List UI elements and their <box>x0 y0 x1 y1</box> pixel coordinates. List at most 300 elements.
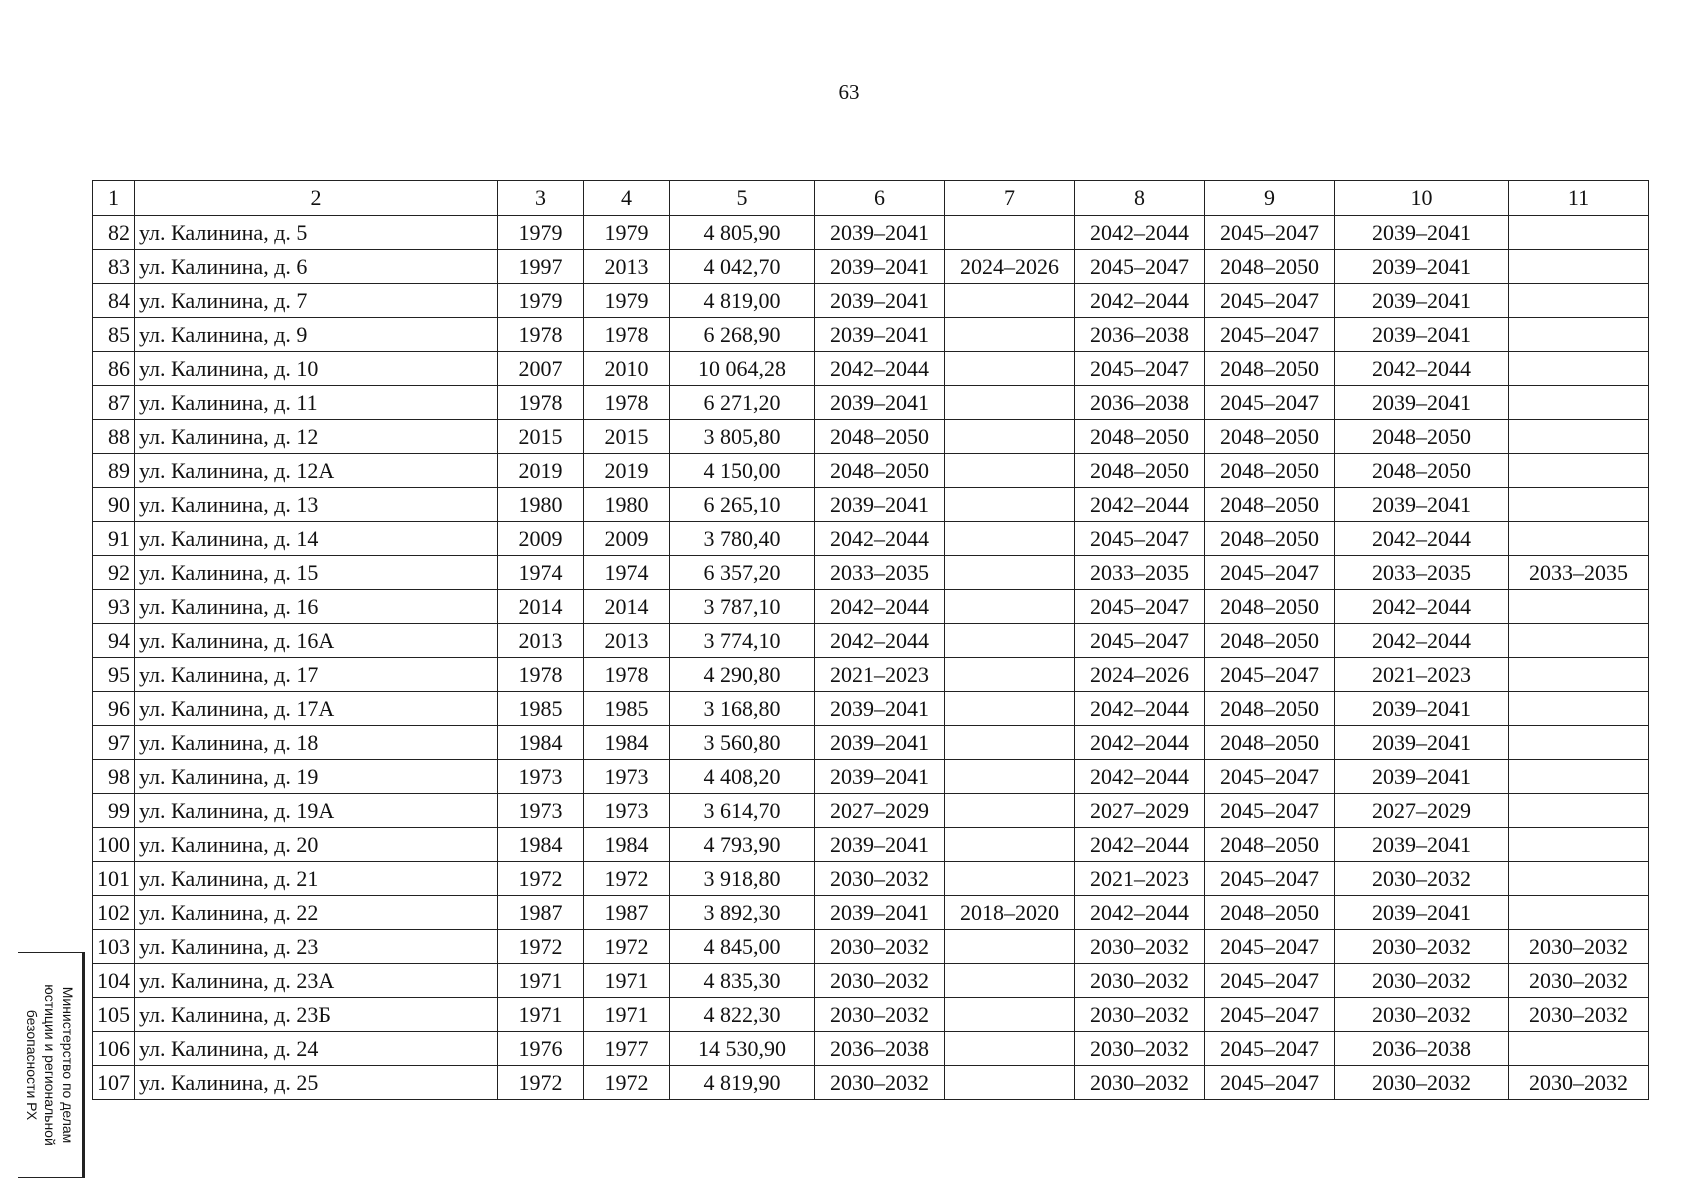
address-cell: ул. Калинина, д. 19 <box>135 760 498 794</box>
period-cell: 2048–2050 <box>1075 420 1205 454</box>
table-row <box>93 658 1649 692</box>
period-cell: 2030–2032 <box>1509 964 1649 998</box>
period-cell: 2045–2047 <box>1205 556 1335 590</box>
year-built-cell: 2019 <box>498 454 584 488</box>
period-cell <box>1509 420 1649 454</box>
row-number-cell: 94 <box>93 624 135 658</box>
period-cell <box>945 556 1075 590</box>
area-cell: 3 892,30 <box>670 896 815 930</box>
period-cell: 2030–2032 <box>1509 930 1649 964</box>
area-cell: 4 835,30 <box>670 964 815 998</box>
year-commissioned-cell: 1973 <box>584 760 670 794</box>
year-built-cell: 1979 <box>498 216 584 250</box>
column-header: 5 <box>670 181 815 216</box>
row-number-cell: 86 <box>93 352 135 386</box>
period-cell <box>945 862 1075 896</box>
period-cell <box>945 488 1075 522</box>
period-cell: 2021–2023 <box>1075 862 1205 896</box>
period-cell: 2048–2050 <box>1205 488 1335 522</box>
period-cell <box>1509 794 1649 828</box>
period-cell: 2039–2041 <box>815 896 945 930</box>
period-cell: 2030–2032 <box>1075 1032 1205 1066</box>
period-cell: 2045–2047 <box>1205 862 1335 896</box>
period-cell: 2036–2038 <box>1075 386 1205 420</box>
year-commissioned-cell: 2009 <box>584 522 670 556</box>
period-cell: 2039–2041 <box>1335 828 1509 862</box>
period-cell: 2039–2041 <box>815 216 945 250</box>
address-cell: ул. Калинина, д. 7 <box>135 284 498 318</box>
period-cell <box>945 352 1075 386</box>
table-row <box>93 692 1649 726</box>
year-built-cell: 1972 <box>498 930 584 964</box>
year-built-cell: 1972 <box>498 862 584 896</box>
address-cell: ул. Калинина, д. 14 <box>135 522 498 556</box>
area-cell: 3 774,10 <box>670 624 815 658</box>
table-row <box>93 964 1649 998</box>
period-cell: 2045–2047 <box>1075 352 1205 386</box>
period-cell <box>945 454 1075 488</box>
year-built-cell: 1979 <box>498 284 584 318</box>
period-cell <box>945 624 1075 658</box>
year-built-cell: 1971 <box>498 998 584 1032</box>
column-header: 7 <box>945 181 1075 216</box>
period-cell: 2045–2047 <box>1205 760 1335 794</box>
period-cell: 2042–2044 <box>815 624 945 658</box>
period-cell <box>1509 658 1649 692</box>
period-cell <box>1509 522 1649 556</box>
period-cell: 2048–2050 <box>1205 420 1335 454</box>
period-cell <box>945 1066 1075 1100</box>
year-commissioned-cell: 1972 <box>584 1066 670 1100</box>
period-cell: 2030–2032 <box>815 862 945 896</box>
column-header: 10 <box>1335 181 1509 216</box>
period-cell: 2042–2044 <box>1075 284 1205 318</box>
period-cell <box>1509 760 1649 794</box>
period-cell: 2039–2041 <box>1335 216 1509 250</box>
area-cell: 6 268,90 <box>670 318 815 352</box>
period-cell: 2039–2041 <box>815 726 945 760</box>
period-cell: 2042–2044 <box>815 590 945 624</box>
period-cell: 2033–2035 <box>1075 556 1205 590</box>
period-cell <box>945 386 1075 420</box>
row-number-cell: 100 <box>93 828 135 862</box>
period-cell: 2042–2044 <box>1075 692 1205 726</box>
row-number-cell: 82 <box>93 216 135 250</box>
period-cell: 2048–2050 <box>815 454 945 488</box>
year-built-cell: 1971 <box>498 964 584 998</box>
table-row <box>93 1066 1649 1100</box>
period-cell: 2045–2047 <box>1205 1066 1335 1100</box>
row-number-cell: 89 <box>93 454 135 488</box>
period-cell: 2030–2032 <box>1509 1066 1649 1100</box>
period-cell: 2033–2035 <box>1335 556 1509 590</box>
period-cell <box>1509 284 1649 318</box>
period-cell: 2045–2047 <box>1205 794 1335 828</box>
period-cell <box>1509 250 1649 284</box>
period-cell <box>945 760 1075 794</box>
area-cell: 6 265,10 <box>670 488 815 522</box>
year-commissioned-cell: 1974 <box>584 556 670 590</box>
period-cell <box>1509 318 1649 352</box>
period-cell: 2030–2032 <box>815 998 945 1032</box>
period-cell: 2048–2050 <box>1205 454 1335 488</box>
period-cell: 2045–2047 <box>1205 386 1335 420</box>
area-cell: 3 780,40 <box>670 522 815 556</box>
area-cell: 3 805,80 <box>670 420 815 454</box>
period-cell: 2048–2050 <box>1205 726 1335 760</box>
row-number-cell: 91 <box>93 522 135 556</box>
address-cell: ул. Калинина, д. 11 <box>135 386 498 420</box>
year-commissioned-cell: 1980 <box>584 488 670 522</box>
address-cell: ул. Калинина, д. 5 <box>135 216 498 250</box>
period-cell: 2048–2050 <box>1335 454 1509 488</box>
period-cell <box>945 998 1075 1032</box>
period-cell: 2042–2044 <box>1075 760 1205 794</box>
page-number: 63 <box>838 80 860 104</box>
row-number-cell: 95 <box>93 658 135 692</box>
period-cell: 2045–2047 <box>1205 216 1335 250</box>
area-cell: 4 408,20 <box>670 760 815 794</box>
year-commissioned-cell: 2013 <box>584 624 670 658</box>
period-cell: 2027–2029 <box>1335 794 1509 828</box>
stamp-line: Министерство по делам <box>60 986 76 1144</box>
column-header: 8 <box>1075 181 1205 216</box>
row-number-cell: 93 <box>93 590 135 624</box>
row-number-cell: 87 <box>93 386 135 420</box>
period-cell <box>1509 624 1649 658</box>
period-cell <box>1509 352 1649 386</box>
address-cell: ул. Калинина, д. 25 <box>135 1066 498 1100</box>
year-commissioned-cell: 1985 <box>584 692 670 726</box>
year-commissioned-cell: 1979 <box>584 216 670 250</box>
table-row <box>93 420 1649 454</box>
row-number-cell: 88 <box>93 420 135 454</box>
period-cell <box>1509 1032 1649 1066</box>
table-row <box>93 454 1649 488</box>
period-cell: 2045–2047 <box>1205 284 1335 318</box>
year-commissioned-cell: 1984 <box>584 828 670 862</box>
period-cell: 2039–2041 <box>815 250 945 284</box>
address-cell: ул. Калинина, д. 16 <box>135 590 498 624</box>
table-row <box>93 998 1649 1032</box>
period-cell: 2045–2047 <box>1205 658 1335 692</box>
year-commissioned-cell: 1973 <box>584 794 670 828</box>
row-number-cell: 83 <box>93 250 135 284</box>
period-cell: 2039–2041 <box>1335 692 1509 726</box>
period-cell: 2021–2023 <box>815 658 945 692</box>
row-number-cell: 102 <box>93 896 135 930</box>
period-cell: 2030–2032 <box>1335 998 1509 1032</box>
header-row <box>93 181 1649 216</box>
period-cell: 2045–2047 <box>1075 522 1205 556</box>
area-cell: 4 805,90 <box>670 216 815 250</box>
table-row <box>93 488 1649 522</box>
row-number-cell: 96 <box>93 692 135 726</box>
period-cell <box>1509 488 1649 522</box>
period-cell: 2045–2047 <box>1205 930 1335 964</box>
year-commissioned-cell: 1971 <box>584 964 670 998</box>
period-cell: 2042–2044 <box>1075 726 1205 760</box>
area-cell: 4 845,00 <box>670 930 815 964</box>
column-header: 9 <box>1205 181 1335 216</box>
area-cell: 6 271,20 <box>670 386 815 420</box>
address-cell: ул. Калинина, д. 9 <box>135 318 498 352</box>
row-number-cell: 90 <box>93 488 135 522</box>
period-cell: 2030–2032 <box>1075 1066 1205 1100</box>
year-built-cell: 1984 <box>498 726 584 760</box>
table-row <box>93 216 1649 250</box>
period-cell <box>945 828 1075 862</box>
period-cell: 2030–2032 <box>1335 930 1509 964</box>
area-cell: 4 819,90 <box>670 1066 815 1100</box>
period-cell: 2030–2032 <box>1509 998 1649 1032</box>
row-number-cell: 107 <box>93 1066 135 1100</box>
column-header: 2 <box>135 181 498 216</box>
period-cell: 2045–2047 <box>1205 964 1335 998</box>
period-cell <box>1509 216 1649 250</box>
period-cell: 2033–2035 <box>1509 556 1649 590</box>
period-cell: 2039–2041 <box>1335 318 1509 352</box>
year-commissioned-cell: 1984 <box>584 726 670 760</box>
row-number-cell: 84 <box>93 284 135 318</box>
period-cell <box>1509 454 1649 488</box>
period-cell: 2036–2038 <box>1335 1032 1509 1066</box>
area-cell: 3 560,80 <box>670 726 815 760</box>
period-cell: 2048–2050 <box>1075 454 1205 488</box>
year-commissioned-cell: 2014 <box>584 590 670 624</box>
year-built-cell: 1984 <box>498 828 584 862</box>
period-cell: 2039–2041 <box>1335 760 1509 794</box>
period-cell: 2042–2044 <box>1335 624 1509 658</box>
period-cell <box>1509 896 1649 930</box>
year-built-cell: 1973 <box>498 794 584 828</box>
period-cell: 2039–2041 <box>1335 386 1509 420</box>
period-cell: 2039–2041 <box>815 284 945 318</box>
period-cell: 2027–2029 <box>815 794 945 828</box>
table-row <box>93 862 1649 896</box>
table-row <box>93 386 1649 420</box>
address-cell: ул. Калинина, д. 16А <box>135 624 498 658</box>
period-cell: 2030–2032 <box>1075 964 1205 998</box>
period-cell: 2018–2020 <box>945 896 1075 930</box>
table-row <box>93 556 1649 590</box>
row-number-cell: 99 <box>93 794 135 828</box>
area-cell: 4 822,30 <box>670 998 815 1032</box>
area-cell: 3 918,80 <box>670 862 815 896</box>
address-cell: ул. Калинина, д. 22 <box>135 896 498 930</box>
area-cell: 4 819,00 <box>670 284 815 318</box>
year-commissioned-cell: 2013 <box>584 250 670 284</box>
period-cell <box>945 216 1075 250</box>
period-cell: 2039–2041 <box>815 318 945 352</box>
table-row <box>93 760 1649 794</box>
year-commissioned-cell: 1978 <box>584 658 670 692</box>
year-built-cell: 1985 <box>498 692 584 726</box>
period-cell: 2048–2050 <box>1205 828 1335 862</box>
period-cell: 2039–2041 <box>1335 726 1509 760</box>
period-cell: 2042–2044 <box>1335 590 1509 624</box>
period-cell <box>945 930 1075 964</box>
period-cell: 2048–2050 <box>1205 624 1335 658</box>
year-commissioned-cell: 2019 <box>584 454 670 488</box>
period-cell: 2048–2050 <box>1205 692 1335 726</box>
period-cell: 2042–2044 <box>1075 488 1205 522</box>
row-number-cell: 92 <box>93 556 135 590</box>
year-built-cell: 1997 <box>498 250 584 284</box>
area-cell: 4 042,70 <box>670 250 815 284</box>
year-built-cell: 1978 <box>498 386 584 420</box>
year-commissioned-cell: 1972 <box>584 930 670 964</box>
address-cell: ул. Калинина, д. 19А <box>135 794 498 828</box>
period-cell <box>945 964 1075 998</box>
year-built-cell: 1972 <box>498 1066 584 1100</box>
year-commissioned-cell: 1978 <box>584 386 670 420</box>
table-row <box>93 828 1649 862</box>
year-commissioned-cell: 2015 <box>584 420 670 454</box>
table-body <box>93 216 1649 1100</box>
year-built-cell: 2007 <box>498 352 584 386</box>
period-cell: 2048–2050 <box>1205 250 1335 284</box>
period-cell <box>1509 386 1649 420</box>
year-built-cell: 2009 <box>498 522 584 556</box>
period-cell: 2030–2032 <box>1335 964 1509 998</box>
period-cell: 2048–2050 <box>1335 420 1509 454</box>
period-cell <box>1509 726 1649 760</box>
period-cell: 2045–2047 <box>1075 590 1205 624</box>
period-cell <box>945 794 1075 828</box>
year-commissioned-cell: 1971 <box>584 998 670 1032</box>
table-row <box>93 318 1649 352</box>
address-cell: ул. Калинина, д. 20 <box>135 828 498 862</box>
table-container <box>92 180 1649 1100</box>
column-header: 11 <box>1509 181 1649 216</box>
address-cell: ул. Калинина, д. 17 <box>135 658 498 692</box>
area-cell: 3 168,80 <box>670 692 815 726</box>
period-cell: 2036–2038 <box>1075 318 1205 352</box>
period-cell: 2030–2032 <box>815 930 945 964</box>
period-cell <box>945 692 1075 726</box>
year-commissioned-cell: 1972 <box>584 862 670 896</box>
period-cell: 2039–2041 <box>815 828 945 862</box>
row-number-cell: 101 <box>93 862 135 896</box>
period-cell: 2048–2050 <box>1205 522 1335 556</box>
year-built-cell: 1980 <box>498 488 584 522</box>
period-cell <box>945 522 1075 556</box>
period-cell: 2039–2041 <box>1335 284 1509 318</box>
period-cell: 2027–2029 <box>1075 794 1205 828</box>
period-cell: 2045–2047 <box>1205 318 1335 352</box>
area-cell: 4 290,80 <box>670 658 815 692</box>
row-number-cell: 105 <box>93 998 135 1032</box>
period-cell: 2042–2044 <box>1075 828 1205 862</box>
year-built-cell: 1974 <box>498 556 584 590</box>
table-row <box>93 522 1649 556</box>
table-row <box>93 624 1649 658</box>
table-row <box>93 896 1649 930</box>
table-row <box>93 284 1649 318</box>
year-built-cell: 2013 <box>498 624 584 658</box>
period-cell <box>1509 828 1649 862</box>
period-cell: 2042–2044 <box>1075 896 1205 930</box>
year-commissioned-cell: 1987 <box>584 896 670 930</box>
period-cell <box>945 590 1075 624</box>
table-row <box>93 1032 1649 1066</box>
period-cell: 2039–2041 <box>1335 896 1509 930</box>
period-cell: 2039–2041 <box>1335 488 1509 522</box>
address-cell: ул. Калинина, д. 6 <box>135 250 498 284</box>
address-cell: ул. Калинина, д. 15 <box>135 556 498 590</box>
column-header: 1 <box>93 181 135 216</box>
period-cell <box>945 420 1075 454</box>
area-cell: 4 150,00 <box>670 454 815 488</box>
table-row <box>93 794 1649 828</box>
area-cell: 6 357,20 <box>670 556 815 590</box>
year-built-cell: 2014 <box>498 590 584 624</box>
row-number-cell: 85 <box>93 318 135 352</box>
period-cell: 2042–2044 <box>815 522 945 556</box>
year-built-cell: 1973 <box>498 760 584 794</box>
period-cell: 2036–2038 <box>815 1032 945 1066</box>
period-cell <box>945 726 1075 760</box>
address-cell: ул. Калинина, д. 23Б <box>135 998 498 1032</box>
period-cell: 2042–2044 <box>815 352 945 386</box>
address-cell: ул. Калинина, д. 21 <box>135 862 498 896</box>
period-cell: 2048–2050 <box>1205 590 1335 624</box>
period-cell: 2042–2044 <box>1075 216 1205 250</box>
period-cell: 2021–2023 <box>1335 658 1509 692</box>
period-cell: 2045–2047 <box>1205 998 1335 1032</box>
area-cell: 3 614,70 <box>670 794 815 828</box>
address-cell: ул. Калинина, д. 18 <box>135 726 498 760</box>
column-header: 6 <box>815 181 945 216</box>
period-cell: 2045–2047 <box>1205 1032 1335 1066</box>
table-row <box>93 590 1649 624</box>
stamp-line: юстиции и региональной <box>42 984 58 1146</box>
column-header: 3 <box>498 181 584 216</box>
period-cell: 2042–2044 <box>1335 352 1509 386</box>
period-cell <box>1509 862 1649 896</box>
table-row <box>93 250 1649 284</box>
row-number-cell: 97 <box>93 726 135 760</box>
row-number-cell: 98 <box>93 760 135 794</box>
year-built-cell: 1976 <box>498 1032 584 1066</box>
table-row <box>93 352 1649 386</box>
period-cell: 2048–2050 <box>1205 352 1335 386</box>
address-cell: ул. Калинина, д. 12А <box>135 454 498 488</box>
address-cell: ул. Калинина, д. 23 <box>135 930 498 964</box>
row-number-cell: 104 <box>93 964 135 998</box>
period-cell: 2045–2047 <box>1075 624 1205 658</box>
row-number-cell: 103 <box>93 930 135 964</box>
year-built-cell: 2015 <box>498 420 584 454</box>
year-commissioned-cell: 1979 <box>584 284 670 318</box>
period-cell <box>945 284 1075 318</box>
period-cell: 2030–2032 <box>1075 930 1205 964</box>
period-cell: 2033–2035 <box>815 556 945 590</box>
area-cell: 14 530,90 <box>670 1032 815 1066</box>
ministry-stamp <box>18 952 85 1178</box>
period-cell <box>945 1032 1075 1066</box>
period-cell: 2024–2026 <box>1075 658 1205 692</box>
period-cell: 2030–2032 <box>1335 1066 1509 1100</box>
period-cell: 2030–2032 <box>1075 998 1205 1032</box>
period-cell <box>945 318 1075 352</box>
year-commissioned-cell: 2010 <box>584 352 670 386</box>
period-cell: 2048–2050 <box>1205 896 1335 930</box>
address-cell: ул. Калинина, д. 13 <box>135 488 498 522</box>
address-cell: ул. Калинина, д. 17А <box>135 692 498 726</box>
area-cell: 3 787,10 <box>670 590 815 624</box>
